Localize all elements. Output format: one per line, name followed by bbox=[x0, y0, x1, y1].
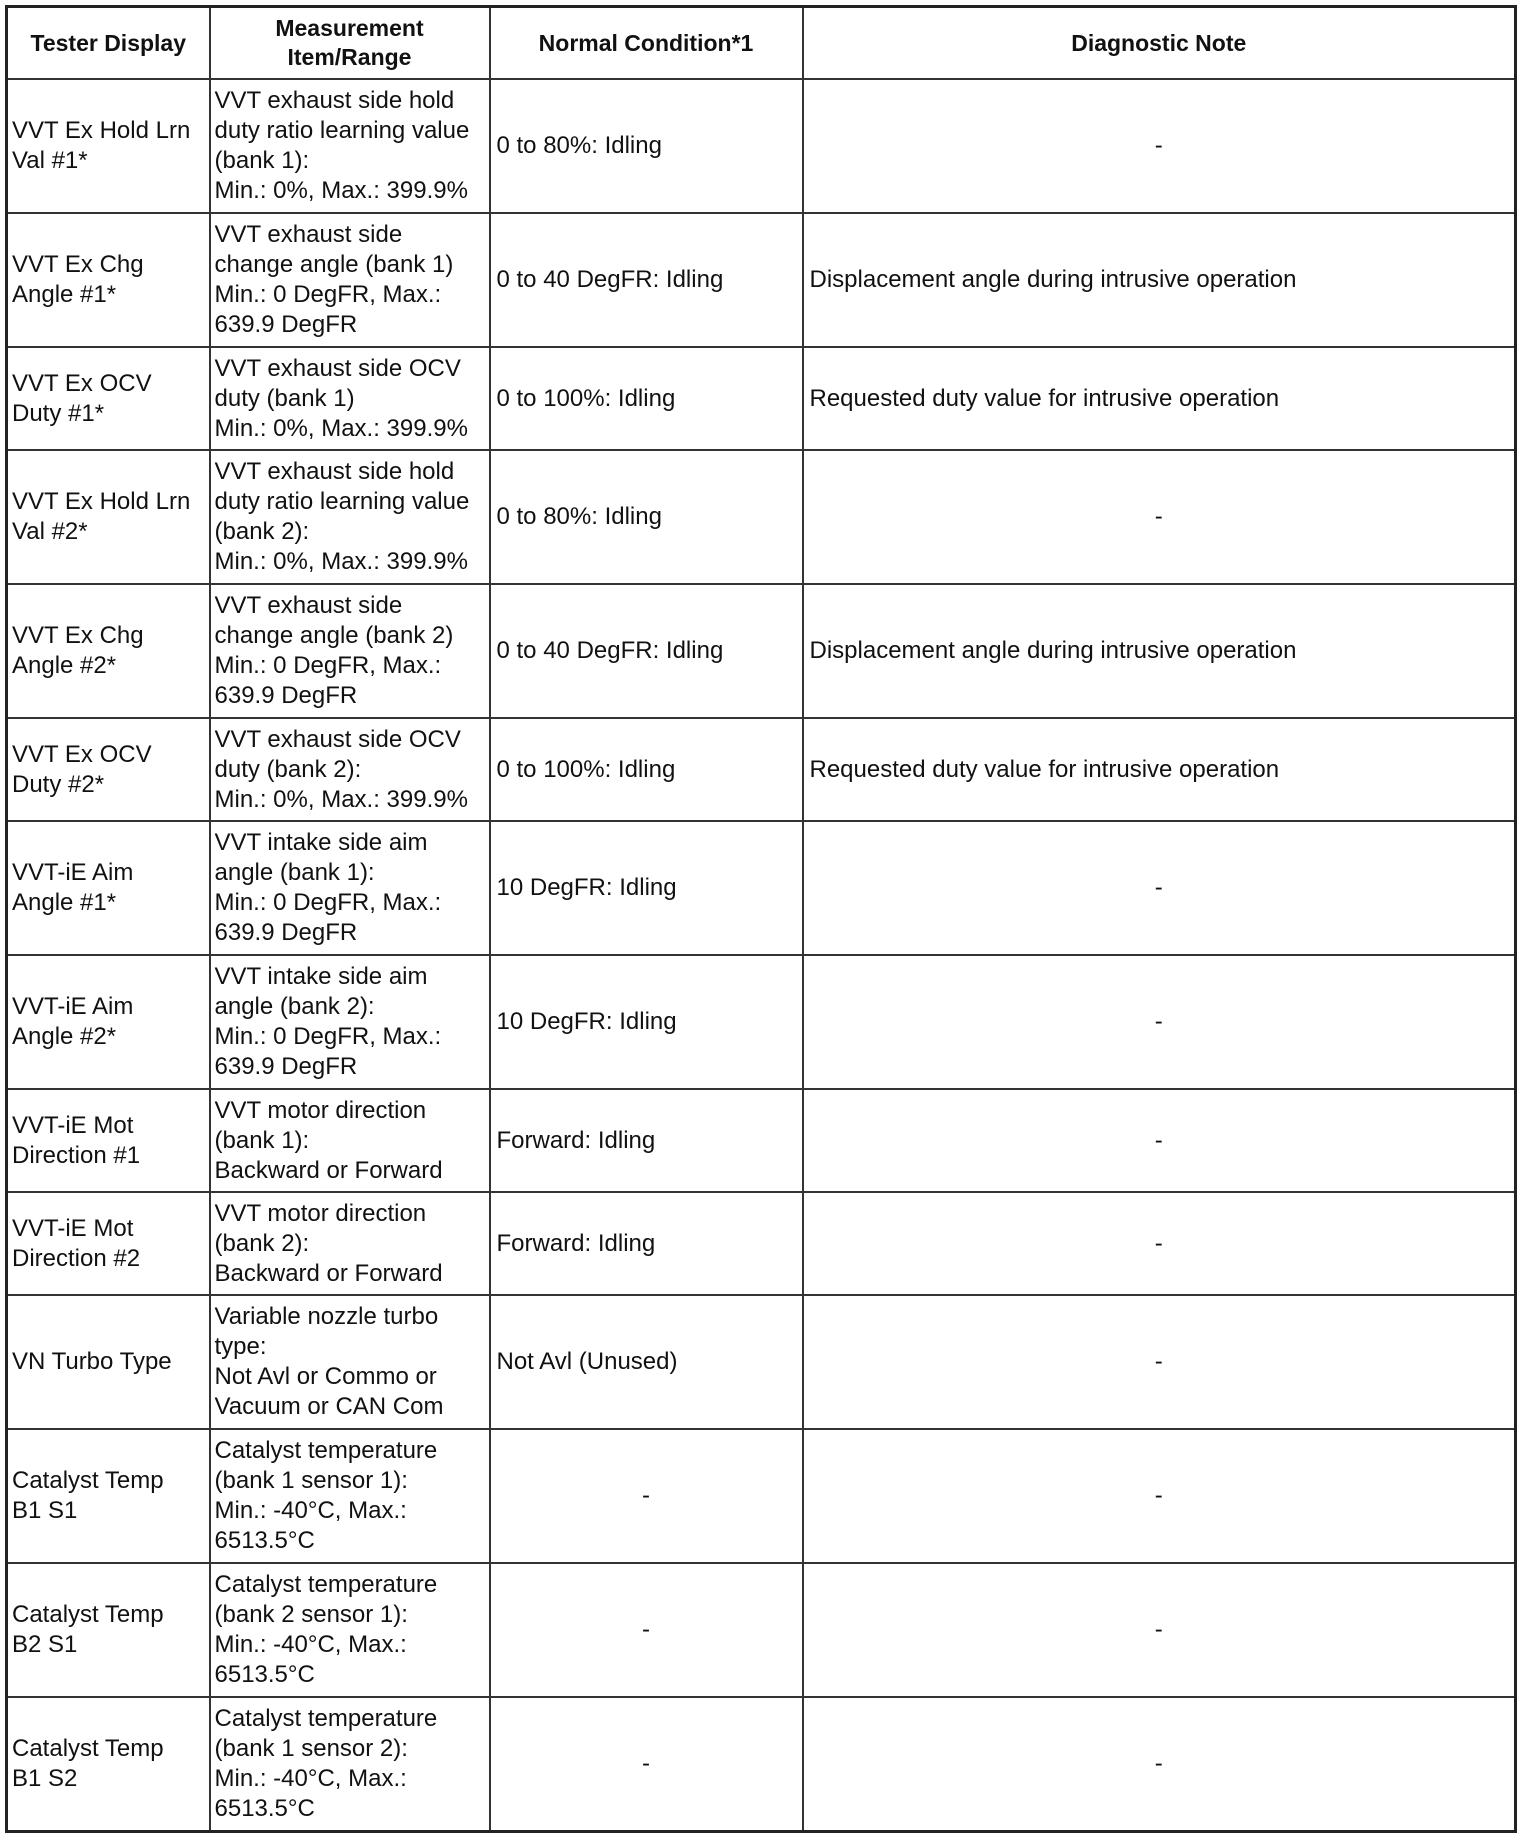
table-row bbox=[7, 955, 1516, 1089]
measurement-range-cell: Catalyst temperature (bank 2 sensor 1): Min.: -40°C, Max.: 6513.5°C bbox=[210, 1563, 490, 1697]
diagnostic-note-cell: - bbox=[803, 450, 1516, 584]
table-row bbox=[7, 213, 1516, 347]
normal-condition-cell: - bbox=[490, 1429, 803, 1563]
table-row bbox=[7, 1089, 1516, 1192]
tester-display-cell: VVT Ex OCV Duty #2* bbox=[7, 718, 210, 821]
normal-condition-cell: - bbox=[490, 1697, 803, 1832]
header-tester-display: Tester Display bbox=[7, 7, 210, 80]
normal-condition-cell: 0 to 40 DegFR: Idling bbox=[490, 584, 803, 718]
normal-condition-cell: - bbox=[490, 1563, 803, 1697]
data-list-table bbox=[5, 5, 1517, 1833]
diagnostic-note-cell: - bbox=[803, 1295, 1516, 1429]
diagnostic-note-cell: - bbox=[803, 79, 1516, 213]
measurement-range-cell: VVT exhaust side hold duty ratio learning value (bank 1): Min.: 0%, Max.: 399.9% bbox=[210, 79, 490, 213]
measurement-range-cell: Variable nozzle turbo type: Not Avl or Commo or Vacuum or CAN Com bbox=[210, 1295, 490, 1429]
measurement-range-cell: VVT intake side aim angle (bank 1): Min.: 0 DegFR, Max.: 639.9 DegFR bbox=[210, 821, 490, 955]
diagnostic-note-cell: Displacement angle during intrusive operation bbox=[803, 213, 1516, 347]
normal-condition-cell: Forward: Idling bbox=[490, 1192, 803, 1295]
table-header-row bbox=[7, 7, 1516, 80]
diagnostic-note-cell: - bbox=[803, 1089, 1516, 1192]
normal-condition-cell: 0 to 80%: Idling bbox=[490, 79, 803, 213]
tester-display-cell: VVT-iE Mot Direction #2 bbox=[7, 1192, 210, 1295]
measurement-range-cell: VVT exhaust side OCV duty (bank 1) Min.: 0%, Max.: 399.9% bbox=[210, 347, 490, 450]
measurement-range-cell: VVT motor direction (bank 1): Backward or Forward bbox=[210, 1089, 490, 1192]
diagnostic-note-cell: - bbox=[803, 821, 1516, 955]
table-row bbox=[7, 450, 1516, 584]
diagnostic-note-cell: - bbox=[803, 1563, 1516, 1697]
tester-display-cell: VVT Ex Hold Lrn Val #1* bbox=[7, 79, 210, 213]
measurement-range-cell: Catalyst temperature (bank 1 sensor 2): Min.: -40°C, Max.: 6513.5°C bbox=[210, 1697, 490, 1832]
table-row bbox=[7, 1295, 1516, 1429]
normal-condition-cell: 0 to 40 DegFR: Idling bbox=[490, 213, 803, 347]
tester-display-cell: Catalyst Temp B2 S1 bbox=[7, 1563, 210, 1697]
table-row bbox=[7, 821, 1516, 955]
tester-display-cell: VVT Ex Chg Angle #2* bbox=[7, 584, 210, 718]
table-row bbox=[7, 1563, 1516, 1697]
tester-display-cell: Catalyst Temp B1 S1 bbox=[7, 1429, 210, 1563]
header-diagnostic-note: Diagnostic Note bbox=[803, 7, 1516, 80]
measurement-range-cell: VVT intake side aim angle (bank 2): Min.: 0 DegFR, Max.: 639.9 DegFR bbox=[210, 955, 490, 1089]
tester-display-cell: VN Turbo Type bbox=[7, 1295, 210, 1429]
diagnostic-note-cell: - bbox=[803, 1192, 1516, 1295]
tester-display-cell: VVT-iE Mot Direction #1 bbox=[7, 1089, 210, 1192]
diagnostic-note-cell: Requested duty value for intrusive operation bbox=[803, 718, 1516, 821]
data-list-table-container bbox=[5, 5, 1514, 1833]
table-row bbox=[7, 718, 1516, 821]
diagnostic-note-cell: - bbox=[803, 1697, 1516, 1832]
measurement-range-cell: VVT exhaust side hold duty ratio learning value (bank 2): Min.: 0%, Max.: 399.9% bbox=[210, 450, 490, 584]
table-row bbox=[7, 1429, 1516, 1563]
normal-condition-cell: Forward: Idling bbox=[490, 1089, 803, 1192]
normal-condition-cell: 10 DegFR: Idling bbox=[490, 955, 803, 1089]
tester-display-cell: VVT Ex Chg Angle #1* bbox=[7, 213, 210, 347]
measurement-range-cell: Catalyst temperature (bank 1 sensor 1): Min.: -40°C, Max.: 6513.5°C bbox=[210, 1429, 490, 1563]
measurement-range-cell: VVT exhaust side change angle (bank 1) Min.: 0 DegFR, Max.: 639.9 DegFR bbox=[210, 213, 490, 347]
tester-display-cell: Catalyst Temp B1 S2 bbox=[7, 1697, 210, 1832]
header-normal-condition: Normal Condition*1 bbox=[490, 7, 803, 80]
tester-display-cell: VVT Ex OCV Duty #1* bbox=[7, 347, 210, 450]
diagnostic-note-cell: - bbox=[803, 1429, 1516, 1563]
tester-display-cell: VVT Ex Hold Lrn Val #2* bbox=[7, 450, 210, 584]
tester-display-cell: VVT-iE Aim Angle #1* bbox=[7, 821, 210, 955]
diagnostic-note-cell: Displacement angle during intrusive operation bbox=[803, 584, 1516, 718]
table-row bbox=[7, 1697, 1516, 1832]
table-row bbox=[7, 79, 1516, 213]
table-row bbox=[7, 1192, 1516, 1295]
normal-condition-cell: 0 to 80%: Idling bbox=[490, 450, 803, 584]
measurement-range-cell: VVT motor direction (bank 2): Backward or Forward bbox=[210, 1192, 490, 1295]
measurement-range-cell: VVT exhaust side change angle (bank 2) Min.: 0 DegFR, Max.: 639.9 DegFR bbox=[210, 584, 490, 718]
table-row bbox=[7, 584, 1516, 718]
header-measurement-item-range: Measurement Item/Range bbox=[210, 7, 490, 80]
normal-condition-cell: Not Avl (Unused) bbox=[490, 1295, 803, 1429]
diagnostic-note-cell: - bbox=[803, 955, 1516, 1089]
normal-condition-cell: 0 to 100%: Idling bbox=[490, 347, 803, 450]
diagnostic-note-cell: Requested duty value for intrusive operation bbox=[803, 347, 1516, 450]
normal-condition-cell: 10 DegFR: Idling bbox=[490, 821, 803, 955]
normal-condition-cell: 0 to 100%: Idling bbox=[490, 718, 803, 821]
table-row bbox=[7, 347, 1516, 450]
tester-display-cell: VVT-iE Aim Angle #2* bbox=[7, 955, 210, 1089]
measurement-range-cell: VVT exhaust side OCV duty (bank 2): Min.: 0%, Max.: 399.9% bbox=[210, 718, 490, 821]
